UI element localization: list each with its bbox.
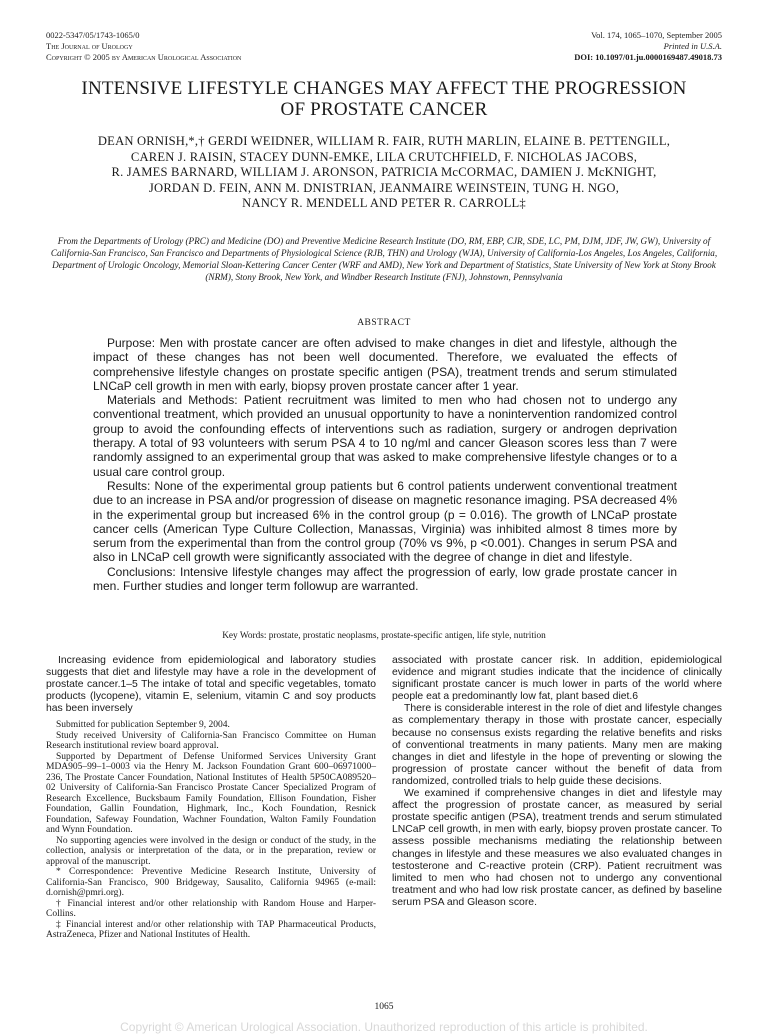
author-list — [40, 134, 728, 212]
doi-line: DOI: 10.1097/01.ju.0000169487.49018.73 — [574, 52, 722, 62]
body-paragraph: Increasing evidence from epidemiological and laboratory studies suggests that diet and lifestyle may have a role in the development of prostate cancer.1–5 The intake of total and specific vegetables, tomato products (lycopene), vitamin E, selenium, vitamin C and soy products has been inversely — [46, 655, 376, 715]
right-column — [392, 655, 722, 909]
page-number: 1065 — [374, 1002, 394, 1012]
body-paragraph: associated with prostate cancer risk. In addition, epidemiological evidence and migrant studies indicate that the incidence of clinically significant prostate cancer is much lower in parts of the world where people eat a predominantly low fat, plant based diet.6 — [392, 655, 722, 703]
footnotes — [46, 720, 376, 941]
title-line: OF PROSTATE CANCER — [280, 99, 488, 120]
journal-name: The Journal of Urology — [46, 41, 133, 51]
abstract-conclusions: Conclusions: Intensive lifestyle changes may affect the progression of early, low grade prostate cancer in men. Further studies and longer term followup are warranted. — [93, 564, 677, 594]
abstract-purpose: Purpose: Men with prostate cancer are often advised to make changes in diet and lifestyle, although the impact of these changes has not been well documented. Therefore, we evaluated the effects of comprehensive lifestyle changes on prostate specific antigen (PSA), treatment trends and serum stimulated LNCaP cell growth in men with early, biopsy proven prostate cancer after 1 year. — [93, 336, 677, 393]
author-line: JORDAN D. FEIN, ANN M. DNISTRIAN, JEANMAIRE WEINSTEIN, TUNG H. NGO, — [148, 180, 620, 195]
author-line: NANCY R. MENDELL AND PETER R. CARROLL‡ — [242, 196, 526, 210]
left-column — [46, 655, 376, 941]
footnote: ‡ Financial interest and/or other relationship with TAP Pharmaceutical Products, AstraZeneca, Pfizer and National Institutes of Health. — [46, 919, 376, 941]
author-line: R. JAMES BARNARD, WILLIAM J. ARONSON, PATRICIA McCORMAC, DAMIEN J. McKNIGHT, — [111, 165, 657, 179]
abstract-heading: ABSTRACT — [357, 318, 411, 328]
footnote: Study received University of California-San Francisco Committee on Human Research institutional review board approval. — [46, 730, 376, 752]
footnote: † Financial interest and/or other relationship with Random House and Harper-Collins. — [46, 898, 376, 920]
header-right — [574, 30, 722, 63]
article-title — [40, 78, 728, 120]
abstract-methods: Materials and Methods: Patient recruitment was limited to men who had chosen not to undergo any conventional treatment, which provided an unusual opportunity to have a nonintervention randomized control group to avoid the confounding effects of interventions such as radiation, surgery or androgen deprivation therapy. A total of 93 volunteers with serum PSA 4 to 10 ng/ml and cancer Gleason scores less than 7 were randomly assigned to an experimental group that was asked to make comprehensive lifestyle changes or to a usual care control group. — [93, 393, 677, 479]
issn: 0022-5347/05/1743-1065/0 — [46, 30, 140, 40]
footnote: No supporting agencies were involved in the design or conduct of the study, in the collection, analysis or interpretation of the data, or in the preparation, review or approval of the manuscript. — [46, 835, 376, 867]
abstract — [93, 336, 677, 593]
volume-line: Vol. 174, 1065–1070, September 2005 — [591, 30, 722, 40]
footnote: Supported by Department of Defense Uniformed Services University Grant MDA905–99–1–0003 via the Henry M. Jackson Foundation Grant 600–06971000–236, The Prostate Cancer Foundation, National Institutes of Health 5P50CA089520–02 University of California-San Francisco Prostate Cancer Specialized Program of Research Excellence, Bucksbaum Family Foundation, Ellison Foundation, Fisher Foundation, Gallin Foundation, Highmark, Inc., Koch Foundation, Resnick Foundation, Safeway Foundation, Wachner Foundation, Walton Family Foundation and Wynn Foundation. — [46, 751, 376, 836]
affiliations: From the Departments of Urology (PRC) and Medicine (DO) and Preventive Medicine Research Institute (DO, RM, EBP, CJR, SDE, LC, PM, DJM, JDF, JW, GW), University of California-San Francisco, San Francisco and Departments of Physiological Science (RJB, THN) and Urology (WJA), University of California-Los Angeles, Los Angeles, California, Department of Urologic Oncology, Memorial Sloan-Kettering Cancer Center (WRF and AMD), New York and Department of Statistics, State University of New York at Stony Brook (NRM), Stony Brook, New York, and Windber Research Institute (FNJ), Johnstown, Pennsylvania — [50, 236, 718, 282]
header-left — [46, 30, 241, 63]
author-line: CAREN J. RAISIN, STACEY DUNN-EMKE, LILA CRUTCHFIELD, F. NICHOLAS JACOBS, — [130, 149, 638, 164]
footnote: Submitted for publication September 9, 2004. — [56, 720, 230, 731]
copyright-watermark: Copyright © American Urological Association. Unauthorized reproduction of this article is prohibited. — [120, 1020, 648, 1034]
footnote: * Correspondence: Preventive Medicine Research Institute, University of California-San Francisco, 900 Bridgeway, Sausalito, California 94965 (e-mail: d.ornish@pmri.org). — [46, 867, 376, 899]
body-paragraph: We examined if comprehensive changes in diet and lifestyle may affect the progression of prostate cancer, as measured by serial prostate specific antigen (PSA), treatment trends and serum stimulated LNCaP cell growth, in men with early, biopsy proven prostate cancer. To assess possible mechanisms mediating the relationship between changes in lifestyle and these measures we also evaluated changes in testosterone and C-reactive protein (CRP). Patient recruitment was limited to men who had chosen not to undergo any conventional treatment and who had low risk prostate cancer, as defined by baseline serum PSA and Gleason score. — [392, 788, 722, 908]
abstract-results: Results: None of the experimental group patients but 6 control patients underwent conventional treatment due to an increase in PSA and/or progression of disease on magnetic resonance imaging. PSA decreased 4% in the experimental group but increased 6% in the control group (p = 0.016). The growth of LNCaP prostate cancer cells (American Type Culture Collection, Manassas, Virginia) was inhibited almost 8 times more by serum from the experimental than from the control group (70% vs 9%, p <0.001). Changes in serum PSA and also in LNCaP cell growth were significantly associated with the degree of change in diet and lifestyle. — [93, 478, 677, 565]
title-line: INTENSIVE LIFESTYLE CHANGES MAY AFFECT THE PROGRESSION — [81, 78, 687, 99]
copyright-line: Copyright © 2005 by American Urological Association — [46, 52, 242, 62]
printed-line: Printed in U.S.A. — [663, 41, 722, 51]
body-paragraph: There is considerable interest in the role of diet and lifestyle changes as complementary therapy in those with prostate cancer, especially because no consensus exists regarding the relative benefits and risks of conventional treatments in many patients. Many men are making changes in diet and lifestyle in the hope of preventing or slowing the progression of prostate cancer without the benefit of data from randomized, controlled trials to help guide these decisions. — [392, 703, 722, 787]
author-line: DEAN ORNISH,*,† GERDI WEIDNER, WILLIAM R. FAIR, RUTH MARLIN, ELAINE B. PETTENGILL, — [97, 134, 671, 148]
keywords: Key Words: prostate, prostatic neoplasms, prostate-specific antigen, life style, nutrition — [222, 631, 546, 641]
